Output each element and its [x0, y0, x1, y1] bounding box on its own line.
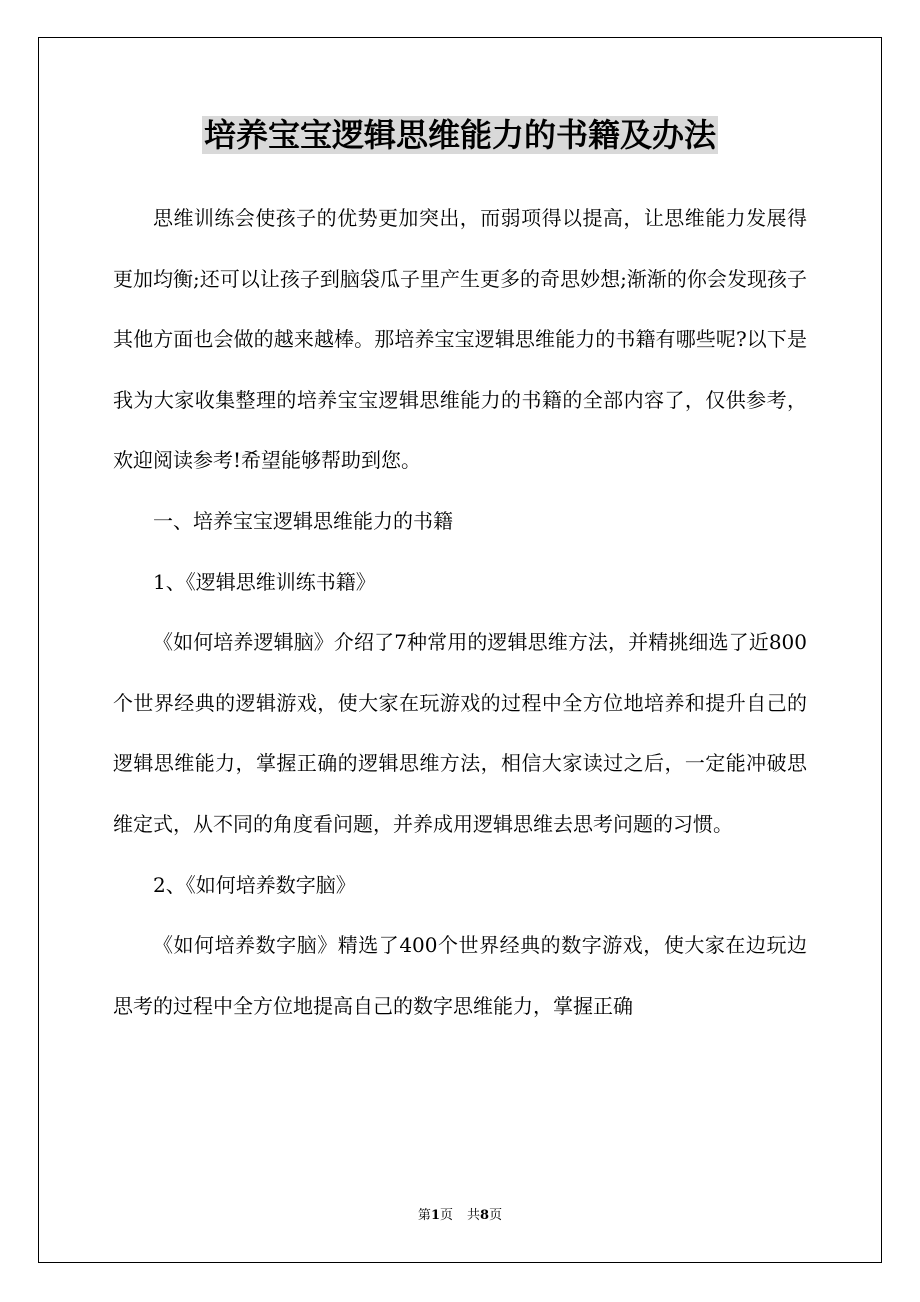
- document-title: [0, 112, 920, 158]
- document-title-text: 培养宝宝逻辑思维能力的书籍及办法: [203, 116, 716, 154]
- paragraph-book-1: 《如何培养逻辑脑》介绍了7种常用的逻辑思维方法，并精挑细选了近800个世界经典的逻辑游戏，使大家在玩游戏的过程中全方位地培养和提升自己的逻辑思维能力，掌握正确的逻辑思维方法，相信大家读过之后，一定能冲破思维定式，从不同的角度看问题，并养成用逻辑思维去思考问题的习惯。: [113, 630, 807, 836]
- footer-total-suffix: 页: [489, 1208, 503, 1223]
- footer-page-current: 1: [430, 1208, 440, 1223]
- paragraph-book-2: 《如何培养数字脑》精选了400个世界经典的数字游戏，使大家在边玩边思考的过程中全方位地提高自己的数字思维能力，掌握正确: [113, 933, 807, 1018]
- document-body: [113, 188, 807, 1036]
- footer-page-total: 8: [480, 1208, 490, 1223]
- footer-total-prefix: 共: [467, 1208, 481, 1223]
- section-heading-1: 一、培养宝宝逻辑思维能力的书籍: [153, 508, 453, 533]
- subheading-book-1: 1、《逻辑思维训练书籍》: [153, 569, 376, 594]
- page-footer: [0, 1207, 920, 1225]
- footer-page-prefix: 第: [417, 1208, 431, 1223]
- paragraph-intro: 思维训练会使孩子的优势更加突出，而弱项得以提高，让思维能力发展得更加均衡;还可以让孩子到脑袋瓜子里产生更多的奇思妙想;渐渐的你会发现孩子其他方面也会做的越来越棒。那培养宝宝逻辑思维能力的书籍有哪些呢?以下是我为大家收集整理的培养宝宝逻辑思维能力的书籍的全部内容了，仅供参考，欢迎阅读参考!希望能够帮助到您。: [113, 206, 807, 473]
- subheading-book-2: 2、《如何培养数字脑》: [153, 872, 356, 897]
- footer-page-suffix: 页: [439, 1208, 453, 1223]
